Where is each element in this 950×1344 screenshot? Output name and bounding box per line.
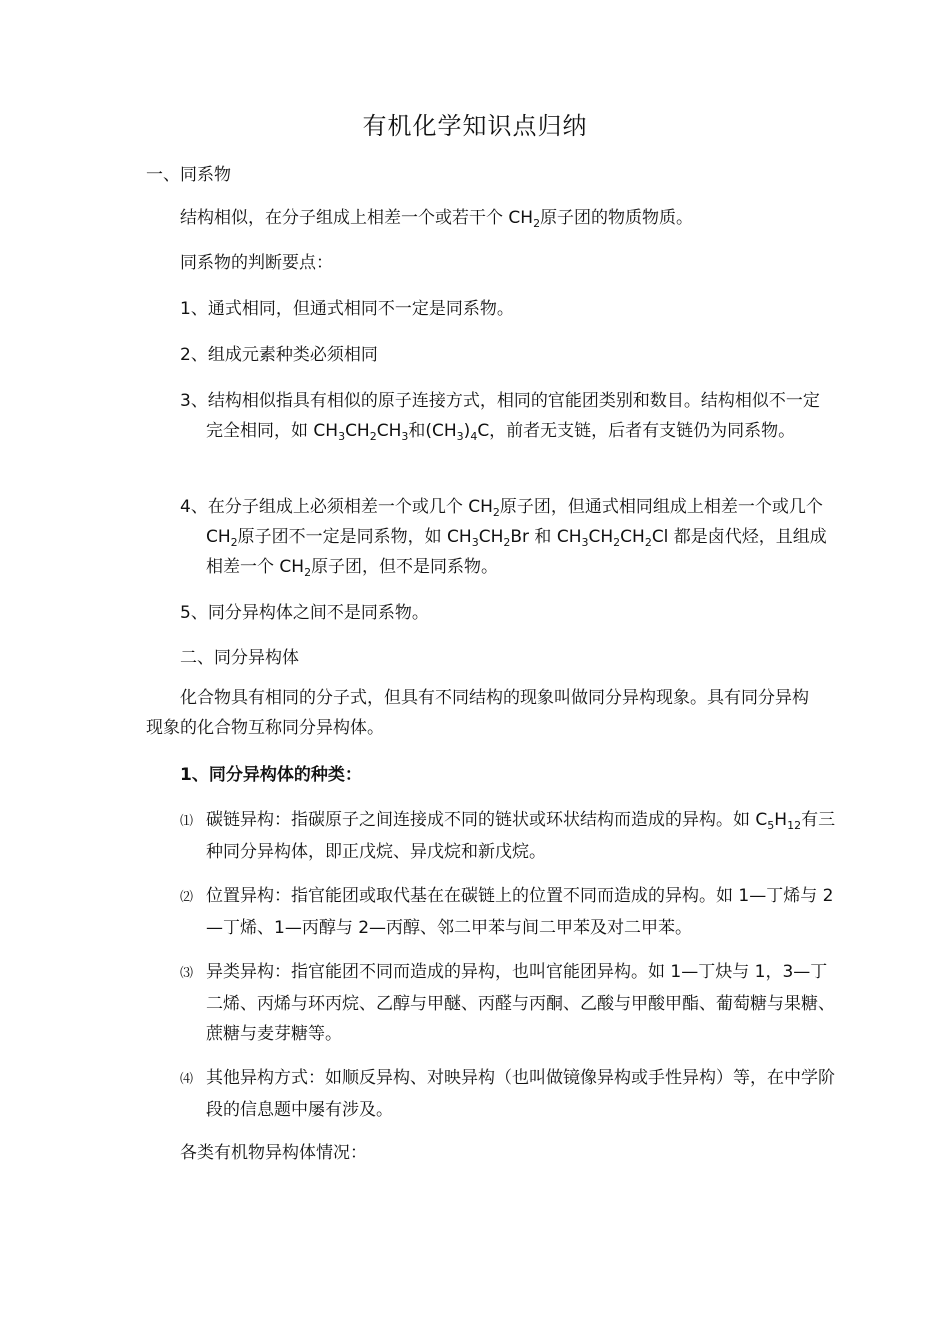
section-heading-isomers: 二、同分异构体 [180, 648, 299, 668]
criterion-2: 2、组成元素种类必须相同 [180, 345, 378, 365]
isomer-type-4: ⑷ 其他异构方式：如顺反异构、对映异构（也叫做镜像异构或手性异构）等，在中学阶段的信息题中屡有涉及。 [180, 1068, 835, 1120]
homolog-definition: 结构相似，在分子组成上相差一个或若干个 $CH_2$原子团的物质物质。 [180, 208, 694, 230]
criterion-3: 3、结构相似指具有相似的原子连接方式，相同的官能团类别和数目。结构相似不一定完全相同，如 $CH_3CH_2CH_3$和$(CH_3)_4C$，前者无支链，后者有支链仍为同系物。 [180, 391, 820, 443]
isomer-type-1: ⑴ 碳链异构：指碳原子之间连接成不同的链状或环状结构而造成的异构。如 $C_5H_{12}$有三种同分异构体，即正戊烷、异戊烷和新戊烷。 [180, 810, 836, 862]
isomer-types-heading: 1、同分异构体的种类： [180, 765, 362, 785]
closing-heading: 各类有机物异构体情况： [180, 1143, 367, 1163]
isomer-definition: 化合物具有相同的分子式，但具有不同结构的现象叫做同分异构现象。具有同分异构现象的化合物互称同分异构体。 [146, 688, 809, 738]
isomer-type-3: ⑶ 异类异构：指官能团不同而造成的异构，也叫官能团异构。如 1—丁炔与 1，3—丁二烯、丙烯与环丙烷、乙醇与甲醚、丙醛与丙酮、乙酸与甲酸甲酯、葡萄糖与果糖、蔗糖与麦芽糖等。 [180, 962, 835, 1044]
criterion-4: 4、在分子组成上必须相差一个或几个 $CH_2$原子团，但通式相同组成上相差一个或几个 $CH_2$原子团不一定是同系物，如 $CH_3CH_2Br$ 和 $CH_3CH_2CH_2Cl$ 都是卤代烃，且组成相差一个 $CH_2$原子团，但不是同系物。 [180, 497, 827, 579]
criteria-heading: 同系物的判断要点： [180, 253, 333, 273]
section-heading-homologs: 一、同系物 [146, 165, 231, 185]
criterion-5: 5、同分异构体之间不是同系物。 [180, 603, 429, 623]
isomer-type-2: ⑵ 位置异构：指官能团或取代基在在碳链上的位置不同而造成的异构。如 1—丁烯与 2—丁烯、1—丙醇与 2—丙醇、邻二甲苯与间二甲苯及对二甲苯。 [180, 886, 834, 938]
criterion-1: 1、通式相同，但通式相同不一定是同系物。 [180, 299, 514, 319]
document-title: 有机化学知识点归纳 [362, 112, 588, 140]
